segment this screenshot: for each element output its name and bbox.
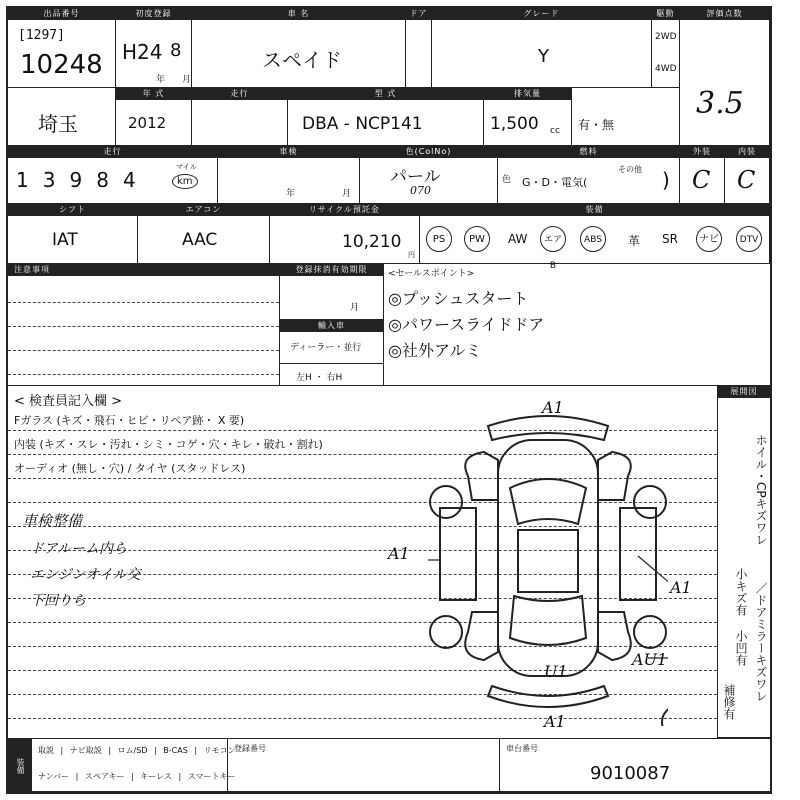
equip-airbag: エアB xyxy=(540,226,566,252)
left-rear-fender xyxy=(465,612,498,660)
drive-header: 駆動 xyxy=(652,8,679,20)
recycle-unit: 円 xyxy=(408,251,415,259)
auction-sheet xyxy=(6,6,772,794)
inspector-line-glass: Fガラス (キズ・飛石・ヒビ・リペア跡・ X 要) xyxy=(14,414,245,427)
import-cell xyxy=(280,320,384,364)
sales-points-cell xyxy=(384,264,770,386)
region-value: 埼玉 xyxy=(38,112,78,136)
windshield-shape xyxy=(510,479,586,524)
model-cell xyxy=(192,8,406,88)
transmission-header: シフト xyxy=(8,204,137,216)
drive-cell xyxy=(652,8,680,88)
color-header: 色(ColNo) xyxy=(360,146,497,158)
equip-navi: ナビ xyxy=(696,226,722,252)
legend-small-scratch: 小キズ有 xyxy=(734,568,748,616)
score-value: 3.5 xyxy=(696,86,744,121)
outer-header: 外装 xyxy=(680,146,724,158)
first-reg-month: 8 xyxy=(170,40,182,61)
displacement-value: 1,500 xyxy=(490,114,539,134)
left-door-panel xyxy=(440,508,476,600)
spare-tire xyxy=(662,706,668,726)
color-name: パール xyxy=(390,167,441,187)
registration-number-cell xyxy=(228,738,500,792)
mileage-basis-cell xyxy=(192,88,288,146)
registration-month-unit: 月 xyxy=(350,303,360,313)
region-cell xyxy=(8,88,116,146)
bottom-item: 取説 xyxy=(38,746,54,755)
equip-ps: PS xyxy=(426,226,452,252)
year-header: 年 式 xyxy=(116,88,191,100)
damage-mark: A1 xyxy=(544,712,566,731)
lot-cell xyxy=(8,8,116,88)
legend-small-dent: 小凹有 xyxy=(734,630,748,666)
fuel-options: G・D・電気( xyxy=(522,176,588,189)
dealer-parallel: ディーラー・並行 xyxy=(290,343,362,353)
rear-bumper-shape xyxy=(488,686,608,707)
notes-line xyxy=(8,374,279,375)
doors-header: ドア xyxy=(406,8,431,20)
mileage-digit: 3 xyxy=(42,168,70,192)
lot-prefix: [1297] xyxy=(18,28,65,43)
lot-header: 出品番号 xyxy=(8,8,115,20)
right-door-panel xyxy=(620,508,656,600)
score-cell xyxy=(680,8,770,146)
inspection-header: 車検 xyxy=(218,146,359,158)
equip-dtv: DTV xyxy=(736,226,762,252)
grade-header: グレード xyxy=(432,8,651,20)
inspector-line-audio: オーディオ (無し・穴) / タイヤ (スタッドレス) xyxy=(14,462,246,475)
fuel-close-paren: ) xyxy=(662,168,670,192)
transmission-cell xyxy=(8,204,138,264)
displacement-cell xyxy=(484,88,572,146)
ac-cell xyxy=(138,204,270,264)
displacement-unit: cc xyxy=(550,126,560,136)
outer-grade: C xyxy=(692,166,711,194)
registration-header: 登録抹消有効期限 xyxy=(280,264,383,276)
recycle-amount: 10,210 xyxy=(342,232,402,252)
left-front-wheel xyxy=(430,486,462,518)
inspector-header: < 検査員記入欄 > xyxy=(14,394,123,409)
inner-cell xyxy=(725,146,770,204)
bottom-equipment-label: 装備 xyxy=(8,739,32,793)
equip-abs: ABS xyxy=(580,226,606,252)
transmission-value: IAT xyxy=(52,230,78,250)
drive-4wd: 4WD xyxy=(655,64,677,74)
damage-mark: A1 xyxy=(542,398,564,417)
car-body-outline xyxy=(498,440,598,676)
color-cell xyxy=(360,146,498,204)
damage-mark: AU1 xyxy=(632,650,668,669)
equip-aw: AW xyxy=(508,232,528,246)
diagram-header: 展開図 xyxy=(718,386,770,398)
damage-mark: A1 xyxy=(670,578,692,597)
bottom-item: スペアキー xyxy=(84,772,125,781)
inner-header: 内装 xyxy=(725,146,769,158)
model-header: 車 名 xyxy=(192,8,405,20)
right-front-wheel xyxy=(634,486,666,518)
bottom-item: ナンバー xyxy=(38,772,70,781)
hand-drive-cell xyxy=(280,364,384,386)
hand-drive: 左H ・ 右H xyxy=(296,373,343,383)
notes-header: 注意事項 xyxy=(8,264,279,276)
legend-wheel: ホイル・CPキズワレ xyxy=(754,434,768,546)
inspector-cell xyxy=(8,386,718,738)
ac-header: エアコン xyxy=(138,204,269,216)
body-number: 9010087 xyxy=(590,763,671,784)
bottom-equipment-table xyxy=(8,738,236,792)
sales-point: ◎パワースライドドア xyxy=(388,315,545,334)
diagram-legend-cell xyxy=(718,386,770,738)
type-code: DBA - NCP141 xyxy=(302,114,423,134)
basis-header: 走行 xyxy=(192,88,287,100)
registration-deadline-cell xyxy=(280,264,384,320)
mileage-cell xyxy=(8,146,218,204)
ac-value: AAC xyxy=(182,230,218,250)
handwritten-note: 車検整備 xyxy=(22,512,83,530)
inner-grade: C xyxy=(737,166,756,194)
handwritten-note: エンジンオイル交 xyxy=(30,567,141,583)
inspection-year-unit: 年 xyxy=(286,189,296,199)
roof-shape xyxy=(518,530,578,592)
inspection-cell xyxy=(218,146,360,204)
grade-cell xyxy=(432,8,652,88)
recycle-header: リサイクル預託金 xyxy=(270,204,419,216)
legend-mirror: ／ドアミラーキズワレ xyxy=(754,582,768,702)
bottom-item: ナビ取説 xyxy=(69,746,102,755)
mileage-digit: 1 xyxy=(16,168,43,192)
bottom-row-1: 取説 | ナビ取説 | ロム/SD | B-CAS | リモコン xyxy=(38,746,236,755)
right-front-fender xyxy=(598,452,631,500)
bottom-row-2: ナンバー | スペアキー | キーレス | スマートキー xyxy=(38,772,236,781)
mileage-mile-unit: マイル xyxy=(176,163,197,171)
bottom-item: B-CAS xyxy=(163,746,188,755)
score-header: 評価点数 xyxy=(680,8,769,20)
mileage-digit: 9 xyxy=(69,168,97,192)
fuel-other: その他 xyxy=(618,165,642,174)
damage-mark: A1 xyxy=(388,544,410,563)
drive-2wd: 2WD xyxy=(655,32,677,42)
fuel-label: 色 xyxy=(502,175,512,185)
first-reg-era-year: H24 xyxy=(122,40,163,64)
model-name: スペイド xyxy=(262,48,342,72)
outer-cell xyxy=(680,146,725,204)
month-unit: 月 xyxy=(182,75,192,85)
inspection-month-unit: 月 xyxy=(342,189,352,199)
mileage-km-unit: km xyxy=(172,174,198,189)
front-bumper-shape xyxy=(488,416,608,440)
displacement-header: 排気量 xyxy=(484,88,571,100)
notes-cell xyxy=(8,264,280,386)
notes-line xyxy=(8,326,279,327)
import-header: 輸入車 xyxy=(280,320,383,332)
mileage-digit: 8 xyxy=(96,168,123,192)
bottom-item: スマートキー xyxy=(187,772,236,781)
mileage-digits xyxy=(16,168,150,192)
first-registration-cell xyxy=(116,8,192,88)
mileage-digit: 4 xyxy=(122,168,150,192)
lot-number: 10248 xyxy=(20,50,103,80)
year-unit: 年 xyxy=(156,75,166,85)
left-rear-wheel xyxy=(430,616,462,648)
legend-repair: 補修有 xyxy=(722,684,736,720)
equipment-cell xyxy=(420,204,770,271)
year-cell xyxy=(116,88,192,146)
sales-point: ◎プッシュスタート xyxy=(388,289,529,308)
grade-value: Y xyxy=(538,46,549,67)
color-code: 070 xyxy=(410,184,431,197)
equip-leather: 革 xyxy=(628,234,641,248)
handwritten-note: 下回りら xyxy=(30,593,86,609)
bottom-item: ロム/SD xyxy=(117,746,148,755)
equipment-header: 装備 xyxy=(420,204,769,216)
recycle-cell xyxy=(270,204,420,264)
inspector-line-interior: 内装 (キズ・スレ・汚れ・シミ・コゲ・穴・キレ・破れ・割れ) xyxy=(14,438,323,451)
type-cell xyxy=(288,88,484,146)
turbo-cell xyxy=(572,88,680,146)
mileage-header: 走行 xyxy=(8,146,217,158)
sales-point: ◎社外アルミ xyxy=(388,341,482,360)
body-number-label: 車台番号 xyxy=(506,744,538,753)
damage-mark: U1 xyxy=(544,662,568,681)
equip-sr: SR xyxy=(662,232,678,246)
rear-window-shape xyxy=(510,596,586,645)
doors-cell xyxy=(406,8,432,88)
notes-line xyxy=(8,350,279,351)
bottom-item: キーレス xyxy=(140,772,172,781)
turbo-value: 有・無 xyxy=(578,118,615,132)
equip-pw: PW xyxy=(464,226,490,252)
registration-number-label: 登録番号 xyxy=(234,744,266,753)
bottom-item: リモコン xyxy=(203,746,236,755)
body-number-cell xyxy=(500,738,770,792)
left-front-fender xyxy=(465,452,498,500)
right-rear-wheel xyxy=(634,616,666,648)
sales-points-header: <セールスポイント> xyxy=(388,269,475,279)
fuel-header: 燃料 xyxy=(498,146,679,158)
handwritten-note: ドアルーム内ら xyxy=(30,541,128,557)
year-value: 2012 xyxy=(128,114,167,132)
first-reg-header: 初度登録 xyxy=(116,8,191,20)
fuel-cell xyxy=(498,146,680,204)
right-rear-fender xyxy=(598,612,631,660)
notes-line xyxy=(8,302,279,303)
type-header: 型 式 xyxy=(288,88,483,100)
